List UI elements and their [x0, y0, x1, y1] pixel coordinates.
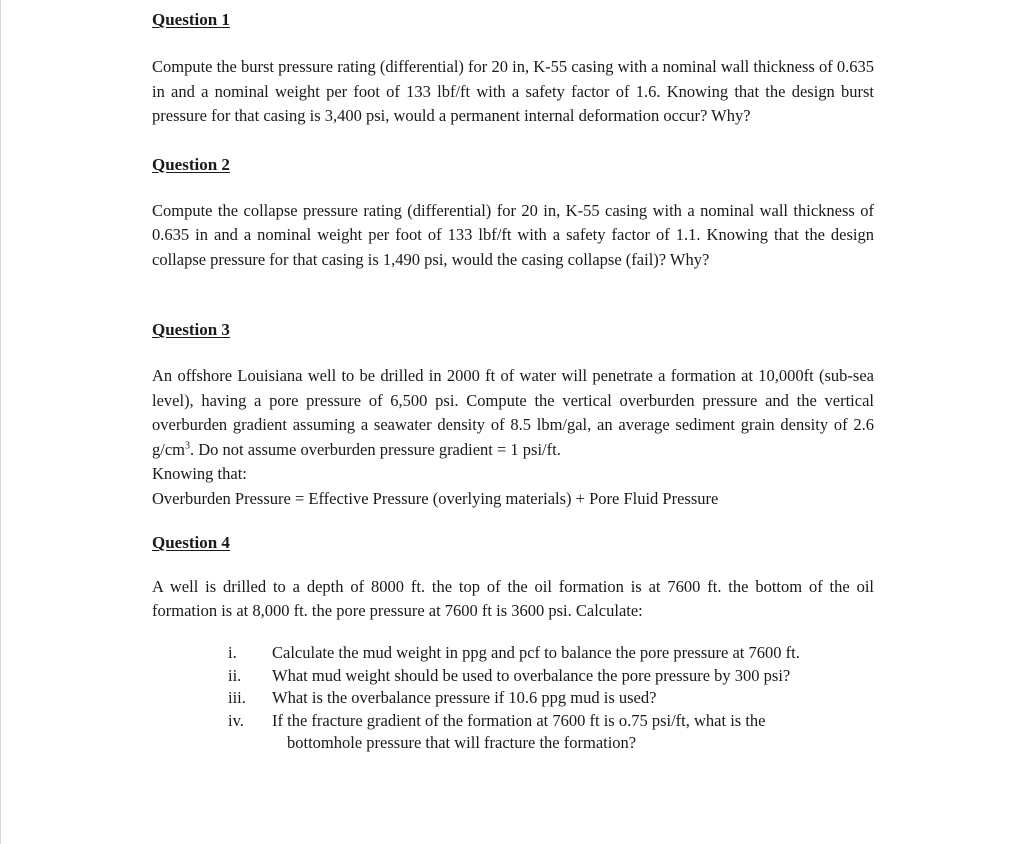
question-3-text-part1: An offshore Louisiana well to be drilled in 2000 ft of water will penetrate a formation at 10,000ft (sub-sea level), having a pore pressure of 6,500 psi. Compute the vertical overburden pressure and the vertical overburden gradient assuming a seawater density of 8.5 lbm/gal, an average sediment grain density of 2.6 g/cm [152, 366, 874, 459]
subquestion-item [152, 665, 874, 688]
question-4-heading: Question 4 [152, 533, 230, 552]
question-4-subquestions [152, 642, 874, 755]
question-3-text [152, 364, 874, 462]
subquestion-continuation: bottomhole pressure that will fracture the formation? [287, 733, 637, 752]
question-4-text: A well is drilled to a depth of 8000 ft. the top of the oil formation is at 7600 ft. the bottom of the oil formation is at 8,000 ft. the pore pressure at 7600 ft is 3600 psi. Calculate: [152, 577, 874, 620]
document-content [152, 8, 874, 755]
question-2-heading: Question 2 [152, 154, 230, 174]
subquestion-item [152, 642, 874, 665]
question-3-superscript: 3 [185, 440, 190, 451]
question-2-text: Compute the collapse pressure rating (differential) for 20 in, K-55 casing with a nominal wall thickness of 0.635 in and a nominal weight per foot of 133 lbf/ft with a safety factor of 1.1. Knowing that the design collapse pressure for that casing is 1,490 psi, would the casing collapse (fail)? Why? [152, 200, 874, 269]
subquestion-numeral: iv. [228, 710, 244, 730]
subquestion-text: What is the overbalance pressure if 10.6 ppg mud is used? [272, 688, 657, 707]
subquestion-numeral: ii. [228, 665, 242, 685]
subquestion-item [152, 710, 874, 755]
subquestion-item [152, 687, 874, 710]
question-1-text: Compute the burst pressure rating (differential) for 20 in, K-55 casing with a nominal wall thickness of 0.635 in and a nominal weight per foot of 133 lbf/ft with a safety factor of 1.6. Knowing that the design burst pressure for that casing is 3,400 psi, would a permanent internal deformation occur? Why? [152, 57, 874, 125]
page-edge [0, 0, 1, 844]
subquestion-text: Calculate the mud weight in ppg and pcf to balance the pore pressure at 7600 ft. [272, 643, 800, 662]
question-1-heading: Question 1 [152, 10, 230, 29]
subquestion-numeral: i. [228, 643, 237, 662]
question-3-heading: Question 3 [152, 320, 230, 339]
question-3-formula: Overburden Pressure = Effective Pressure (overlying materials) + Pore Fluid Pressure [152, 488, 719, 508]
subquestion-text: What mud weight should be used to overbalance the pore pressure by 300 psi? [272, 665, 791, 685]
subquestion-numeral: iii. [228, 688, 246, 707]
subquestion-text: If the fracture gradient of the formation at 7600 ft is o.75 psi/ft, what is the bottomhole pressure that will fracture the formation? [272, 711, 874, 755]
question-3-text-part2: . Do not assume overburden pressure gradient = 1 psi/ft. [190, 439, 561, 459]
question-3-knowing: Knowing that: [152, 464, 247, 483]
